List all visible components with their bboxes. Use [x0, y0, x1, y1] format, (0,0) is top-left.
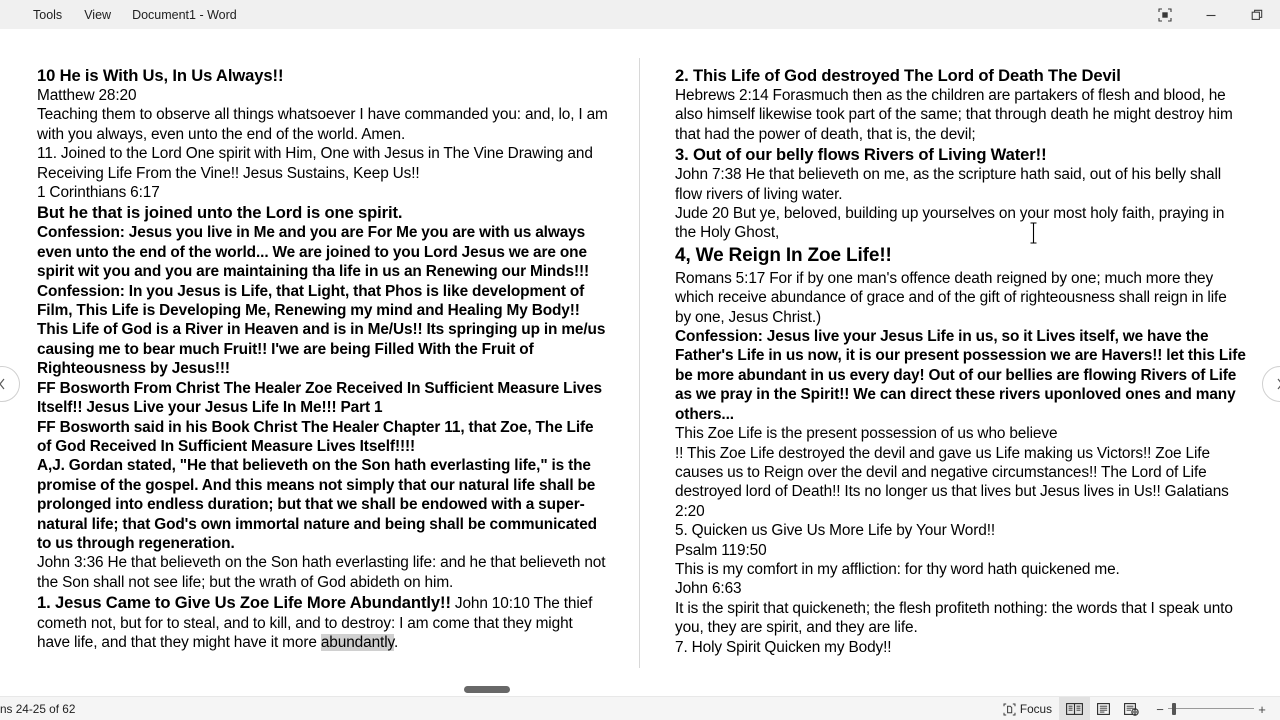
paragraph: Confession: In you Jesus is Life, that Light, that Phos is like development of Film, This Life is Developing Me, Renewing my mind and Healing My Body!! — [37, 282, 585, 320]
print-layout-button[interactable] — [1090, 697, 1117, 720]
paragraph: John 7:38 He that believeth on me, as the scripture hath said, out of his belly shall flow rivers of living water. — [675, 166, 1222, 203]
paragraph: John 6:63 — [675, 580, 742, 598]
paragraph: 3. Out of our belly flows Rivers of Living Water!! — [675, 145, 1047, 165]
title-bar — [0, 0, 1280, 30]
status-bar — [0, 696, 1280, 720]
minimize-icon — [1204, 8, 1218, 22]
read-mode-button[interactable] — [1059, 697, 1090, 720]
focus-label: Focus — [1019, 702, 1052, 716]
paragraph: Confession: Jesus you live in Me and you are For Me you are with us always even unto the end of the world... We are joined to you Lord Jesus we are one spirit wit you and you are maintaining tha life in us an Renewing our Minds!!! — [37, 224, 590, 281]
paragraph: !! This Zoe Life destroyed the devil and gave us Life making us Victors!! Zoe Life causes us to Reign over the devil and negative circumstances!! The Lord of Life destroyed lord of Death!! Its no longer us that lives but Jesus lives in Us!! Galatians 2:20 — [675, 444, 1229, 520]
paragraph: This Life of God is a River in Heaven and is in Me/Us!! Its springing up in me/us causing me to bear much Fruit!! I'we are being Filled With the Fruit of Righteousness by Jesus!!! — [37, 321, 606, 378]
paragraph: 11. Joined to the Lord One spirit with Him, One with Jesus in The Vine Drawing and Receiving Life From the Vine!! Jesus Sustains, Keep Us!! — [37, 145, 593, 182]
paragraph: A,J. Gordan stated, "He that believeth on the Son hath everlasting life," is the promise of the gospel. And this means not simply that our natural life shall be prolonged into endless duration; but that we shall be endowed with a super-natural life; that God's own immortal nature and being shall be communicated to us through regeneration. — [37, 457, 597, 552]
paragraph: This is my comfort in my affliction: for thy word hath quickened me. — [675, 560, 1120, 578]
paragraph: 10 He is With Us, In Us Always!! — [37, 66, 284, 85]
paragraph: This Zoe Life is the present possession of us who believe — [675, 425, 1058, 443]
title-bar-menu — [22, 5, 122, 25]
web-layout-button[interactable] — [1117, 697, 1146, 720]
status-bar-right-group — [996, 697, 1270, 720]
paragraph: Psalm 119:50 — [675, 541, 767, 559]
horizontal-scrollbar[interactable] — [0, 684, 1280, 696]
exit-fullscreen-button[interactable] — [1142, 0, 1188, 29]
print-layout-icon — [1097, 702, 1110, 716]
paragraph: Teaching them to observe all things whatsoever I have commanded you: and, lo, I am with you always, even unto the end of the world. Amen. — [37, 106, 608, 143]
window-title: Document1 - Word — [132, 7, 237, 22]
paragraph: 7. Holy Spirit Quicken my Body!! — [675, 638, 892, 656]
restore-icon — [1250, 8, 1264, 22]
scrollbar-thumb[interactable] — [464, 686, 510, 693]
zoom-slider[interactable] — [1168, 702, 1254, 716]
menu-tools[interactable]: Tools — [33, 7, 63, 22]
paragraph-with-highlight — [37, 592, 608, 652]
zoom-slider-thumb[interactable] — [1172, 703, 1176, 715]
paragraph: 4, We Reign In Zoe Life!! — [675, 244, 892, 266]
paragraph: FF Bosworth From Christ The Healer Zoe Received In Sufficient Measure Lives Itself!! Jesus Live your Jesus Life In Me!!! Part 1 — [37, 379, 603, 417]
chevron-left-icon — [0, 377, 7, 391]
paragraph: Jude 20 But ye, beloved, building up yourselves on your most holy faith, praying in the Holy Ghost, — [675, 205, 1225, 242]
document-canvas[interactable] — [0, 29, 1280, 692]
window-controls — [1142, 0, 1280, 29]
next-page-button[interactable] — [1262, 366, 1280, 402]
zoom-in-button[interactable]: + — [1258, 701, 1266, 717]
paragraph: 2. This Life of God destroyed The Lord of Death The Devil — [675, 66, 1121, 85]
paragraph: 1 Corinthians 6:17 — [37, 184, 160, 202]
page-count-label[interactable]: ns 24-25 of 62 — [0, 702, 76, 716]
paragraph: FF Bosworth said in his Book Christ The Healer Chapter 11, that Zoe, The Life of God Received In Sufficient Measure Lives Itself!!!! — [37, 418, 594, 455]
focus-icon — [1003, 703, 1016, 716]
exit-fullscreen-icon — [1158, 8, 1172, 22]
paragraph: 5. Quicken us Give Us More Life by Your Word!! — [675, 522, 996, 540]
restore-button[interactable] — [1234, 0, 1280, 29]
highlighted-word[interactable]: abundantly — [320, 633, 394, 651]
menu-view[interactable]: View — [84, 7, 112, 22]
web-layout-icon — [1124, 702, 1139, 716]
paragraph: John 3:36 He that believeth on the Son hath everlasting life: and he that believeth not the Son shall not see life; but the wrath of God abideth on him. — [37, 554, 606, 591]
inline-body-2: . — [394, 633, 399, 651]
inline-body-1: John 10:10 The thief cometh not, but for to steal, and to kill, and to destroy: I am come that they might have life, and that they might have it more — [37, 595, 593, 651]
focus-button[interactable] — [996, 697, 1059, 720]
paragraph: Hebrews 2:14 Forasmuch then as the children are partakers of flesh and blood, he also himself likewise took part of the same; that through death he might destroy him that had the power of death, that is, the devil; — [675, 87, 1233, 143]
inline-heading: 1. Jesus Came to Give Us Zoe Life More Abundantly!! — [37, 593, 451, 613]
minimize-button[interactable] — [1188, 0, 1234, 29]
paragraph: Matthew 28:20 — [37, 87, 137, 104]
read-mode-icon — [1066, 702, 1083, 716]
chevron-right-icon — [1275, 377, 1280, 391]
page-divider — [639, 58, 640, 668]
page-right[interactable] — [675, 65, 1246, 657]
zoom-out-button[interactable]: − — [1156, 701, 1164, 717]
previous-page-button[interactable] — [0, 366, 20, 402]
page-left[interactable] — [37, 65, 608, 652]
zoom-control — [1152, 702, 1270, 717]
paragraph: Confession: Jesus live your Jesus Life in us, so it Lives itself, we have the Father's Life in us now, it is our present possession we are Havers!! let this Life be more abundant in us every day! Out of our bellies are flowing Rivers of Life as we pray in the Spirit!! We can direct these rivers uponloved ones and many others... — [675, 328, 1246, 423]
paragraph: Romans 5:17 For if by one man's offence death reigned by one; much more they which receive abundance of grace and of the gift of righteousness shall reign in life by one, Jesus Christ.) — [675, 269, 1227, 326]
paragraph: But he that is joined unto the Lord is one spirit. — [37, 203, 403, 223]
paragraph: It is the spirit that quickeneth; the flesh profiteth nothing: the words that I speak unto you, they are spirit, and they are life. — [675, 599, 1233, 637]
